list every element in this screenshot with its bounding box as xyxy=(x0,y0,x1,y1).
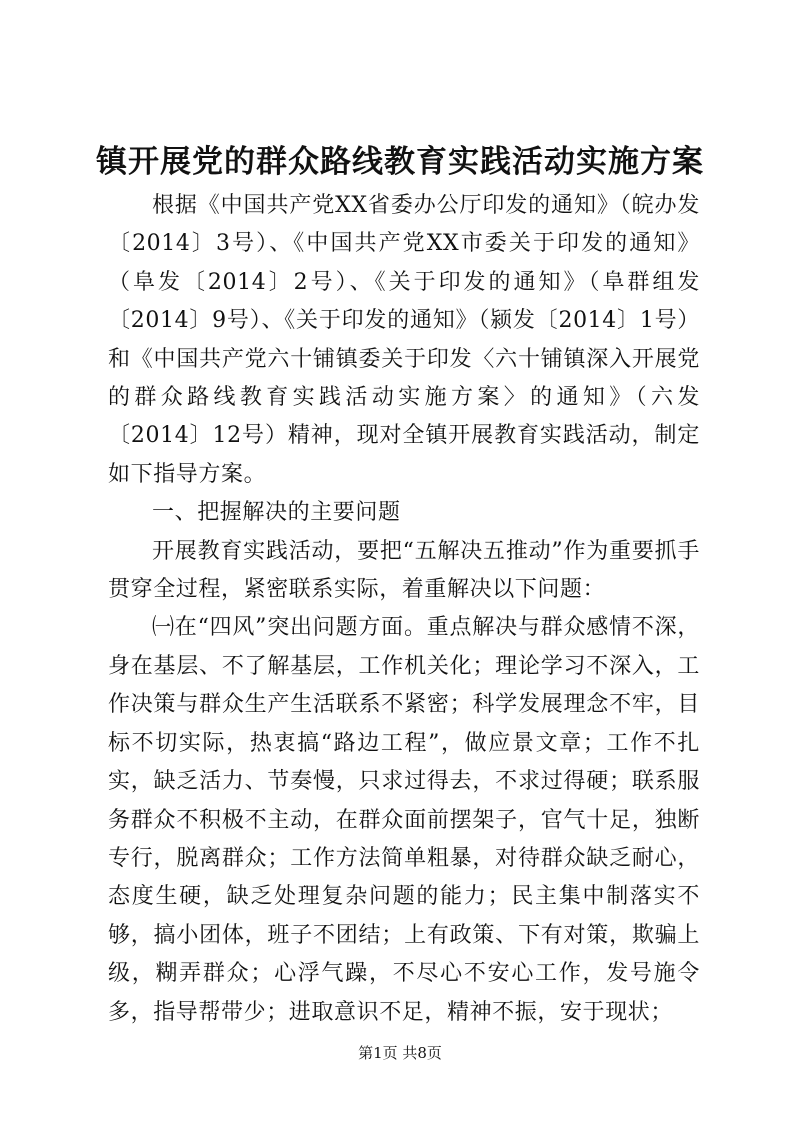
page-footer: 第1页 共8页 xyxy=(358,1044,442,1062)
paragraph-overview: 开展教育实践活动，要把“五解决五推动”作为重要抓手贯穿全过程，紧密联系实际，着重解决以下问题： xyxy=(108,538,700,603)
section-heading-1: 一、把握解决的主要问题 xyxy=(152,500,401,526)
paragraph-four-styles: ㈠在“四风”突出问题方面。重点解决与群众感情不深，身在基层、不了解基层，工作机关化；理论学习不深入，工作决策与群众生产生活联系不紧密；科学发展理念不牢，目标不切实际，热衷搞“路边工程”，做应景文章；工作不扎实，缺乏活力、节奏慢，只求过得去，不求过得硬；联系服务群众不积极不主动，在群众面前摆架子，官气十足，独断专行，脱离群众；工作方法简单粗暴，对待群众缺乏耐心，态度生硬，缺乏处理复杂问题的能力；民主集中制落实不够，搞小团体，班子不团结；上有政策、下有对策，欺骗上级，糊弄群众；心浮气躁，不尽心不安心工作，发号施令多，指导帮带少；进取意识不足，精神不振，安于现状； xyxy=(108,615,700,1025)
document-body xyxy=(108,187,700,1032)
paragraph-intro: 根据《中国共产党XX省委办公厅印发的通知》（皖办发〔2014〕3号）、《中国共产党XX市委关于印发的通知》（阜发〔2014〕2号）、《关于印发的通知》（阜群组发〔2014〕9号）、《关于印发的通知》（颍发〔2014〕1号）和《中国共产党六十铺镇委关于印发〈六十铺镇深入开展党的群众路线教育实践活动实施方案〉的通知》（六发〔2014〕12号）精神，现对全镇开展教育实践活动，制定如下指导方案。 xyxy=(108,193,700,487)
document-title: 镇开展党的群众路线教育实践活动实施方案 xyxy=(96,144,704,180)
